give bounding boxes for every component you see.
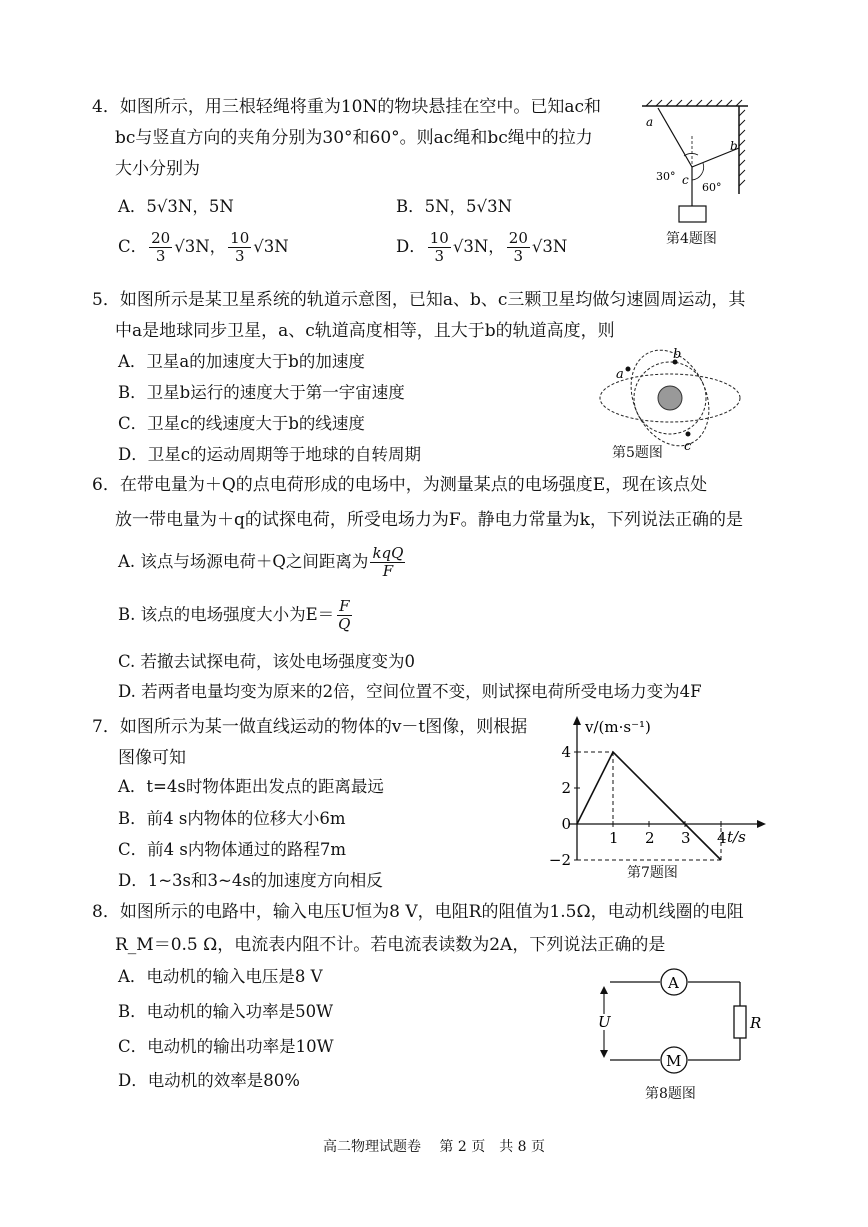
- rope-ac: [658, 108, 692, 167]
- q6-stem-line2: 放一带电量为＋q的试探电荷，所受电场力为F。静电力常量为k，下列说法正确的是: [115, 510, 743, 530]
- q5-figure-caption: 第5题图: [612, 445, 663, 461]
- q8-option-c: C．电动机的输出功率是10W: [118, 1037, 334, 1056]
- page-footer: 高二物理试题卷 第 2 页 共 8 页: [322, 1139, 546, 1155]
- svg-text:b: b: [730, 139, 738, 153]
- q4-option-d: D． $\frac{10}{3}$ √3N， $\frac{20}{3}$ √3N: [396, 229, 568, 265]
- y-tick-label-0: 0: [561, 815, 571, 833]
- q4-option-c: C． $\frac{20}{3}$ √3N， $\frac{10}{3}$ √3N: [118, 229, 289, 265]
- q8-circuit: [590, 964, 770, 1082]
- q7-option-b: B．前4 s内物体的位移大小6m: [118, 809, 346, 828]
- x-tick-label-4: 4: [717, 829, 727, 847]
- satellite-c: [686, 432, 691, 437]
- svg-text:U: U: [598, 1013, 611, 1031]
- q4-stem-line1: 4．如图所示，用三根轻绳将重为10N的物块悬挂在空中。已知ac和: [92, 97, 601, 117]
- q7-option-d: D．1~3s和3~4s的加速度方向相反: [118, 871, 383, 890]
- q8-stem-line2: R_M＝0.5 Ω，电流表内阻不计。若电流表读数为2A，下列说法正确的是: [115, 935, 666, 955]
- earth: [658, 386, 682, 410]
- svg-text:A: A: [668, 974, 679, 992]
- y-tick-label-4: 4: [561, 743, 571, 761]
- x-tick-label-1: 1: [609, 829, 619, 847]
- svg-text:a: a: [616, 367, 624, 382]
- svg-text:c: c: [682, 173, 689, 187]
- q4-option-b: B．5N，5√3N: [396, 197, 513, 216]
- q5-option-c: C．卫星c的线速度大于b的线速度: [118, 414, 365, 433]
- q5-stem-line2: 中a是地球同步卫星，a、c轨道高度相等，且大于b的轨道高度，则: [115, 321, 615, 341]
- q8-option-b: B．电动机的输入功率是50W: [118, 1002, 334, 1021]
- q7-option-c: C．前4 s内物体通过的路程7m: [118, 840, 346, 859]
- x-axis-arrow: [757, 820, 766, 828]
- x-axis-label: t/s: [727, 828, 746, 846]
- resistor: [734, 1006, 746, 1038]
- q6-option-a: A. 该点与场源电荷＋Q之间距离为 $\frac{\text{kqQ}}{F}$: [118, 544, 404, 580]
- q7-stem-line1: 7．如图所示为某一做直线运动的物体的v－t图像，则根据: [92, 717, 528, 737]
- y-tick-label-2: 2: [561, 779, 571, 797]
- q5-option-a: A．卫星a的加速度大于b的加速度: [118, 352, 365, 371]
- q5-figure: [598, 342, 746, 452]
- q5-option-d: D．卫星c的运动周期等于地球的自转周期: [118, 445, 421, 464]
- q6-stem-line1: 6．在带电量为＋Q的点电荷形成的电场中，为测量某点的电场强度E，现在该点处: [92, 475, 708, 495]
- q4-figure: [636, 96, 756, 226]
- y-tick-label-−2: −2: [548, 851, 571, 869]
- svg-text:R: R: [750, 1014, 762, 1032]
- q7-figure-caption: 第7题图: [627, 865, 678, 881]
- q7-option-a: A．t=4s时物体距出发点的距离最远: [118, 777, 384, 796]
- svg-text:b: b: [673, 347, 682, 362]
- q8-figure-caption: 第8题图: [645, 1086, 696, 1102]
- q5-stem-line1: 5．如图所示是某卫星系统的轨道示意图，已知a、b、c三颗卫星均做匀速圆周运动，其: [92, 290, 746, 310]
- q4-stem-line2: bc与竖直方向的夹角分别为30°和60°。则ac绳和bc绳中的拉力: [115, 128, 593, 148]
- svg-text:c: c: [684, 439, 692, 454]
- q6-option-c: C. 若撤去试探电荷，该处电场强度变为0: [118, 652, 416, 671]
- svg-text:a: a: [646, 115, 654, 129]
- q8-option-a: A．电动机的输入电压是8 V: [118, 967, 323, 986]
- q6-option-b: B. 该点的电场强度大小为E＝ $\frac{F}{Q}$: [118, 597, 351, 633]
- svg-text:60°: 60°: [702, 181, 722, 194]
- svg-text:M: M: [666, 1052, 682, 1070]
- q7-vt-chart: [548, 712, 785, 872]
- q8-stem-line1: 8．如图所示的电路中，输入电压U恒为8 V，电阻R的阻值为1.5Ω，电动机线圈的电阻: [92, 902, 744, 922]
- y-axis-arrow: [573, 716, 581, 725]
- svg-text:30°: 30°: [656, 170, 676, 183]
- satellite-a: [626, 367, 631, 372]
- x-tick-label-2: 2: [645, 829, 655, 847]
- x-tick-label-3: 3: [681, 829, 691, 847]
- q6-option-d: D. 若两者电量均变为原来的2倍，空间位置不变，则试探电荷所受电场力变为4F: [118, 682, 702, 701]
- y-axis-label: v/(m·s⁻¹): [585, 718, 651, 736]
- q4-stem-line3: 大小分别为: [115, 159, 200, 179]
- q4-figure-caption: 第4题图: [666, 231, 717, 247]
- hanging-block: [679, 206, 706, 222]
- q4-option-a: A．5√3N，5N: [118, 197, 234, 216]
- q8-option-d: D．电动机的效率是80%: [118, 1071, 300, 1090]
- q5-option-b: B．卫星b运行的速度大于第一宇宙速度: [118, 383, 405, 402]
- q7-stem-line2: 图像可知: [118, 748, 186, 768]
